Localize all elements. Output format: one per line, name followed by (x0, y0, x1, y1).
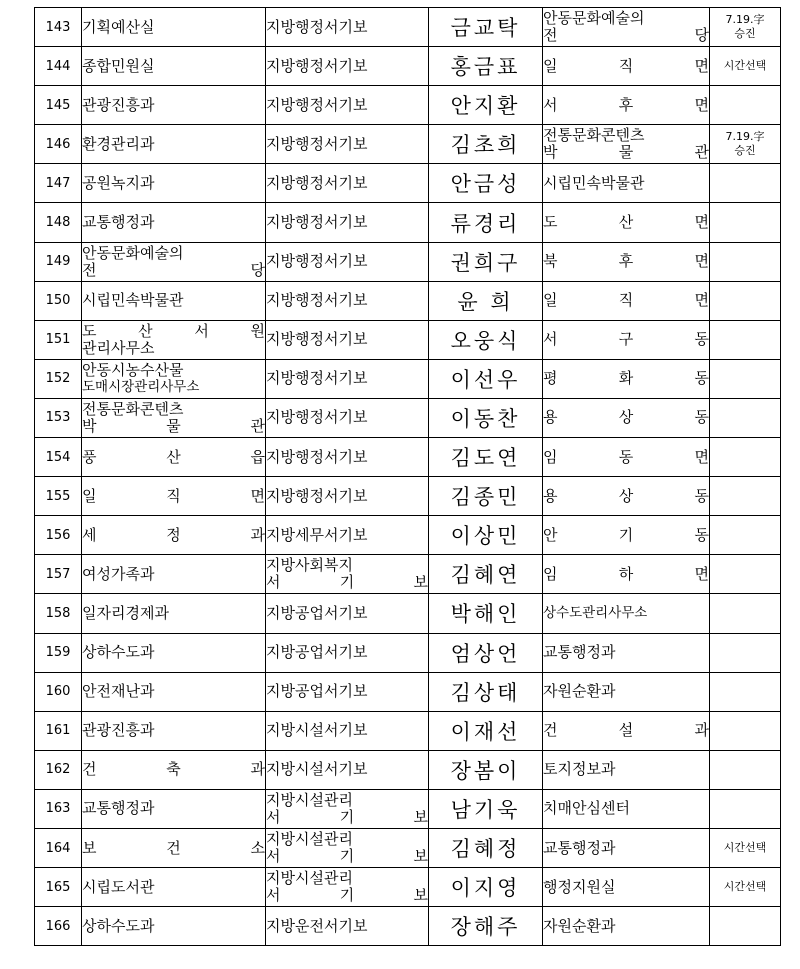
table-row (35, 281, 781, 320)
employee-name-cell: 남기욱 (429, 789, 543, 828)
table-row (35, 516, 781, 555)
rank-line: 서 기 보 (266, 807, 428, 826)
row-number-cell: 154 (35, 438, 82, 477)
new-assignment-line: 상수도관리사무소 (543, 604, 648, 621)
rank-line: 지방행정서기보 (266, 134, 368, 153)
table-row (35, 438, 781, 477)
table-row (35, 907, 781, 946)
row-number-cell: 162 (35, 750, 82, 789)
current-department-line: 전통문화콘텐츠 (82, 399, 184, 418)
rank-line: 지방시설관리 (266, 790, 353, 809)
rank-line: 지방행정서기보 (266, 56, 368, 75)
new-assignment-line: 서 구 동 (543, 330, 709, 349)
remarks-cell (710, 907, 781, 946)
current-department-cell (82, 281, 266, 320)
current-department-line: 관리사무소 (82, 338, 155, 357)
current-department-line: 박 물 관 (82, 416, 265, 435)
rank-line: 지방행정서기보 (266, 17, 368, 36)
rank-line: 지방공업서기보 (266, 682, 368, 701)
current-department-line: 관광진흥과 (82, 721, 155, 740)
row-number-cell: 144 (35, 47, 82, 86)
new-assignment-line: 전 당 (543, 26, 709, 45)
row-number-cell: 165 (35, 868, 82, 907)
remarks-cell (710, 789, 781, 828)
rank-line: 지방시설서기보 (266, 760, 368, 779)
rank-line: 지방행정서기보 (266, 447, 368, 466)
rank-cell (266, 8, 429, 47)
current-department-line: 도매시장관리사무소 (82, 378, 200, 395)
remarks-cell (710, 320, 781, 359)
row-number-cell: 163 (35, 789, 82, 828)
current-department-cell (82, 594, 266, 633)
new-assignment-line: 임 하 면 (543, 564, 709, 583)
rank-cell (266, 828, 429, 867)
remarks-cell (710, 47, 781, 86)
table-row (35, 8, 781, 47)
table-row (35, 203, 781, 242)
rank-line: 지방시설관리 (266, 869, 353, 888)
rank-cell (266, 47, 429, 86)
row-number-cell: 161 (35, 711, 82, 750)
row-number-cell: 151 (35, 320, 82, 359)
rank-line: 지방행정서기보 (266, 486, 368, 505)
employee-name-cell: 이상민 (429, 516, 543, 555)
table-row (35, 398, 781, 437)
rank-cell (266, 672, 429, 711)
employee-name-cell: 윤 희 (429, 281, 543, 320)
table-row (35, 320, 781, 359)
row-number-cell: 147 (35, 164, 82, 203)
rank-cell (266, 125, 429, 164)
rank-cell (266, 516, 429, 555)
remarks-cell (710, 359, 781, 398)
current-department-line: 종합민원실 (82, 56, 155, 75)
row-number-cell: 153 (35, 398, 82, 437)
row-number-cell: 148 (35, 203, 82, 242)
rank-cell (266, 203, 429, 242)
current-department-line: 여성가족과 (82, 564, 155, 583)
table-row (35, 164, 781, 203)
rank-cell (266, 477, 429, 516)
remarks-cell (710, 750, 781, 789)
new-assignment-cell (543, 868, 710, 907)
new-assignment-cell (543, 555, 710, 594)
remarks-cell (710, 555, 781, 594)
new-assignment-cell (543, 672, 710, 711)
current-department-line: 관광진흥과 (82, 95, 155, 114)
employee-name-cell: 김도연 (429, 438, 543, 477)
new-assignment-line: 서 후 면 (543, 95, 709, 114)
current-department-line: 보 건 소 (82, 838, 265, 857)
row-number-cell: 164 (35, 828, 82, 867)
employee-name-cell: 장봄이 (429, 750, 543, 789)
new-assignment-line: 박 물 관 (543, 143, 709, 162)
rank-line: 지방운전서기보 (266, 916, 368, 935)
new-assignment-line: 시립민속박물관 (543, 173, 645, 192)
rank-cell (266, 868, 429, 907)
current-department-line: 건 축 과 (82, 760, 265, 779)
rank-cell (266, 907, 429, 946)
table-row (35, 633, 781, 672)
table-row (35, 477, 781, 516)
table-row (35, 594, 781, 633)
new-assignment-cell (543, 320, 710, 359)
remarks-cell (710, 125, 781, 164)
new-assignment-cell (543, 359, 710, 398)
row-number-cell: 160 (35, 672, 82, 711)
remarks-cell (710, 711, 781, 750)
new-assignment-cell (543, 516, 710, 555)
table-row (35, 672, 781, 711)
new-assignment-line: 도 산 면 (543, 213, 709, 232)
row-number-cell: 149 (35, 242, 82, 281)
rank-cell (266, 594, 429, 633)
new-assignment-cell (543, 242, 710, 281)
row-number-cell: 143 (35, 8, 82, 47)
employee-name-cell: 이지영 (429, 868, 543, 907)
new-assignment-line: 일 직 면 (543, 291, 709, 310)
new-assignment-line: 건 설 과 (543, 721, 709, 740)
current-department-cell (82, 516, 266, 555)
remarks-cell (710, 672, 781, 711)
current-department-cell (82, 477, 266, 516)
table-row (35, 789, 781, 828)
table-row (35, 828, 781, 867)
current-department-cell (82, 242, 266, 281)
new-assignment-cell (543, 86, 710, 125)
employee-name-cell: 이동찬 (429, 398, 543, 437)
current-department-cell (82, 203, 266, 242)
current-department-line: 환경관리과 (82, 134, 155, 153)
employee-name-cell: 박해인 (429, 594, 543, 633)
new-assignment-cell (543, 477, 710, 516)
new-assignment-line: 평 화 동 (543, 369, 709, 388)
employee-name-cell: 안금성 (429, 164, 543, 203)
new-assignment-line: 전통문화콘텐츠 (543, 126, 645, 145)
employee-name-cell: 김혜정 (429, 828, 543, 867)
current-department-line: 세 정 과 (82, 525, 265, 544)
table-row (35, 359, 781, 398)
current-department-cell (82, 555, 266, 594)
new-assignment-line: 안동문화예술의 (543, 9, 645, 28)
current-department-line: 일 직 면 (82, 486, 265, 505)
current-department-cell (82, 789, 266, 828)
current-department-cell (82, 47, 266, 86)
remarks-cell (710, 438, 781, 477)
new-assignment-line: 용 상 동 (543, 486, 709, 505)
current-department-line: 안전재난과 (82, 682, 155, 701)
current-department-line: 공원녹지과 (82, 173, 155, 192)
personnel-roster-table (34, 7, 781, 946)
current-department-line: 시립민속박물관 (82, 291, 184, 310)
current-department-cell (82, 320, 266, 359)
employee-name-cell: 김초희 (429, 125, 543, 164)
rank-line: 지방행정서기보 (266, 173, 368, 192)
remarks-cell (710, 477, 781, 516)
table-row (35, 86, 781, 125)
rank-cell (266, 789, 429, 828)
rank-line: 지방공업서기보 (266, 603, 368, 622)
current-department-line: 안동문화예술의 (82, 243, 184, 262)
current-department-cell (82, 907, 266, 946)
table-row (35, 868, 781, 907)
new-assignment-cell (543, 203, 710, 242)
rank-line: 지방세무서기보 (266, 525, 368, 544)
table-row (35, 750, 781, 789)
remarks-line: 7.19.字 (725, 130, 765, 144)
current-department-line: 교통행정과 (82, 213, 155, 232)
remarks-line: 승진 (734, 144, 756, 158)
remarks-line: 승진 (734, 27, 756, 41)
new-assignment-line: 자원순환과 (543, 916, 616, 935)
roster-body (35, 8, 781, 946)
rank-cell (266, 750, 429, 789)
row-number-cell: 157 (35, 555, 82, 594)
new-assignment-cell (543, 438, 710, 477)
rank-cell (266, 359, 429, 398)
table-row (35, 711, 781, 750)
rank-line: 서 기 보 (266, 886, 428, 905)
new-assignment-line: 교통행정과 (543, 643, 616, 662)
new-assignment-cell (543, 828, 710, 867)
remarks-line: 7.19.字 (725, 13, 765, 27)
remarks-cell (710, 868, 781, 907)
remarks-cell (710, 398, 781, 437)
new-assignment-line: 안 기 동 (543, 525, 709, 544)
row-number-cell: 159 (35, 633, 82, 672)
new-assignment-line: 임 동 면 (543, 447, 709, 466)
current-department-line: 시립도서관 (82, 877, 155, 896)
remarks-line: 시간선택 (723, 841, 767, 855)
rank-line: 서 기 보 (266, 847, 428, 866)
rank-cell (266, 320, 429, 359)
new-assignment-cell (543, 8, 710, 47)
row-number-cell: 155 (35, 477, 82, 516)
row-number-cell: 156 (35, 516, 82, 555)
current-department-cell (82, 711, 266, 750)
employee-name-cell: 김상태 (429, 672, 543, 711)
row-number-cell: 152 (35, 359, 82, 398)
employee-name-cell: 류경리 (429, 203, 543, 242)
rank-line: 지방시설관리 (266, 830, 353, 849)
rank-cell (266, 398, 429, 437)
new-assignment-line: 토지정보과 (543, 760, 616, 779)
current-department-cell (82, 8, 266, 47)
remarks-cell (710, 281, 781, 320)
new-assignment-cell (543, 594, 710, 633)
employee-name-cell: 안지환 (429, 86, 543, 125)
new-assignment-line: 일 직 면 (543, 56, 709, 75)
current-department-cell (82, 438, 266, 477)
current-department-cell (82, 868, 266, 907)
table-row (35, 125, 781, 164)
table-row (35, 242, 781, 281)
row-number-cell: 150 (35, 281, 82, 320)
remarks-cell (710, 516, 781, 555)
new-assignment-cell (543, 164, 710, 203)
current-department-cell (82, 125, 266, 164)
current-department-line: 상하수도과 (82, 643, 155, 662)
table-row (35, 555, 781, 594)
current-department-line: 교통행정과 (82, 799, 155, 818)
rank-cell (266, 164, 429, 203)
current-department-cell (82, 164, 266, 203)
current-department-cell (82, 86, 266, 125)
employee-name-cell: 오웅식 (429, 320, 543, 359)
current-department-line: 도 산 서 원 (82, 321, 265, 340)
remarks-cell (710, 633, 781, 672)
rank-line: 서 기 보 (266, 573, 428, 592)
rank-cell (266, 711, 429, 750)
rank-cell (266, 438, 429, 477)
rank-line: 지방행정서기보 (266, 213, 368, 232)
new-assignment-cell (543, 711, 710, 750)
new-assignment-cell (543, 47, 710, 86)
table-row (35, 47, 781, 86)
remarks-cell (710, 86, 781, 125)
current-department-line: 기획예산실 (82, 17, 155, 36)
employee-name-cell: 김혜연 (429, 555, 543, 594)
current-department-line: 상하수도과 (82, 916, 155, 935)
new-assignment-cell (543, 750, 710, 789)
new-assignment-line: 용 상 동 (543, 408, 709, 427)
rank-cell (266, 86, 429, 125)
new-assignment-cell (543, 125, 710, 164)
rank-line: 지방공업서기보 (266, 643, 368, 662)
new-assignment-cell (543, 907, 710, 946)
remarks-cell (710, 828, 781, 867)
remarks-cell (710, 242, 781, 281)
employee-name-cell: 홍금표 (429, 47, 543, 86)
new-assignment-line: 행정지원실 (543, 877, 616, 896)
new-assignment-line: 치매안심센터 (543, 799, 630, 818)
rank-line: 지방행정서기보 (266, 252, 368, 271)
employee-name-cell: 이선우 (429, 359, 543, 398)
new-assignment-cell (543, 398, 710, 437)
current-department-line: 전 당 (82, 260, 265, 279)
rank-cell (266, 281, 429, 320)
employee-name-cell: 장해주 (429, 907, 543, 946)
remarks-line: 시간선택 (723, 59, 767, 73)
rank-cell (266, 242, 429, 281)
current-department-line: 안동시농수산물 (82, 360, 184, 379)
rank-line: 지방행정서기보 (266, 330, 368, 349)
employee-name-cell: 엄상언 (429, 633, 543, 672)
row-number-cell: 146 (35, 125, 82, 164)
row-number-cell: 166 (35, 907, 82, 946)
new-assignment-cell (543, 789, 710, 828)
new-assignment-cell (543, 281, 710, 320)
rank-cell (266, 633, 429, 672)
rank-line: 지방시설서기보 (266, 721, 368, 740)
row-number-cell: 158 (35, 594, 82, 633)
rank-line: 지방사회복지 (266, 556, 353, 575)
row-number-cell: 145 (35, 86, 82, 125)
remarks-cell (710, 164, 781, 203)
employee-name-cell: 권희구 (429, 242, 543, 281)
employee-name-cell: 김종민 (429, 477, 543, 516)
remarks-cell (710, 8, 781, 47)
new-assignment-cell (543, 633, 710, 672)
remarks-cell (710, 594, 781, 633)
rank-line: 지방행정서기보 (266, 291, 368, 310)
current-department-line: 풍 산 읍 (82, 447, 265, 466)
new-assignment-line: 북 후 면 (543, 252, 709, 271)
rank-cell (266, 555, 429, 594)
current-department-line: 일자리경제과 (82, 603, 169, 622)
remarks-line: 시간선택 (723, 880, 767, 894)
current-department-cell (82, 398, 266, 437)
employee-name-cell: 이재선 (429, 711, 543, 750)
new-assignment-line: 자원순환과 (543, 682, 616, 701)
current-department-cell (82, 750, 266, 789)
remarks-cell (710, 203, 781, 242)
current-department-cell (82, 828, 266, 867)
current-department-cell (82, 633, 266, 672)
employee-name-cell: 금교탁 (429, 8, 543, 47)
current-department-cell (82, 359, 266, 398)
rank-line: 지방행정서기보 (266, 408, 368, 427)
current-department-cell (82, 672, 266, 711)
new-assignment-line: 교통행정과 (543, 838, 616, 857)
rank-line: 지방행정서기보 (266, 369, 368, 388)
rank-line: 지방행정서기보 (266, 95, 368, 114)
